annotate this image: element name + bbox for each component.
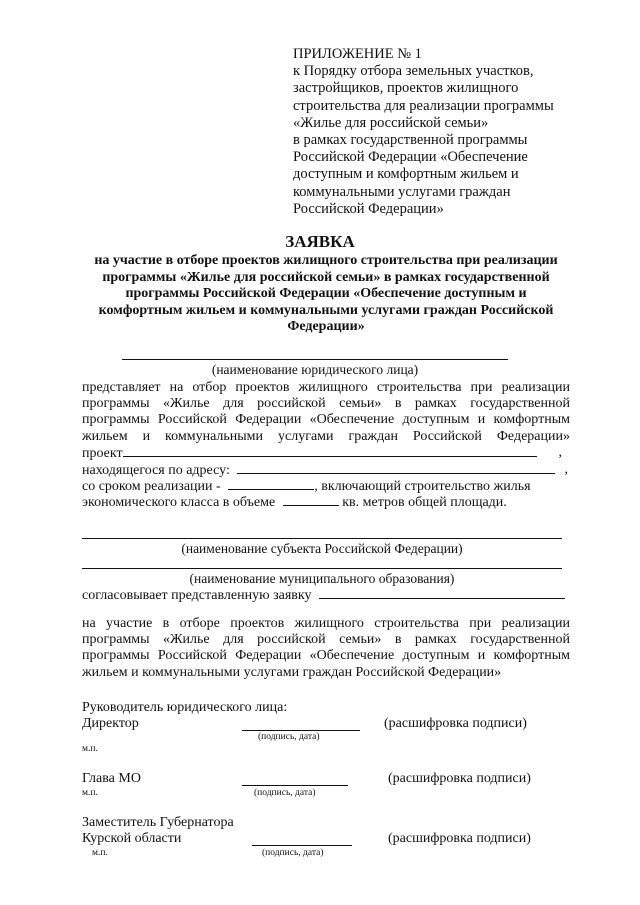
- project-blank: [123, 445, 537, 457]
- document-title: ЗАЯВКА: [285, 232, 355, 251]
- appendix-line: строительства для реализации программы: [293, 97, 554, 114]
- municipal-line: [82, 568, 562, 569]
- address-line: [82, 462, 570, 479]
- project-comma: ,: [558, 445, 562, 460]
- project-line: [82, 445, 570, 462]
- subject-line: [82, 538, 562, 539]
- head-label: Руководитель юридического лица:: [82, 700, 288, 715]
- deputy-sign-date: (подпись, дата): [262, 848, 324, 858]
- deputy-label-line2: Курской области: [82, 831, 182, 846]
- approves-line: [82, 587, 570, 604]
- appendix-line: в рамках государственной программы: [293, 132, 528, 149]
- address-blank: [237, 462, 555, 474]
- approves-label: согласовывает представленную заявку: [82, 588, 312, 603]
- deputy-signature-line: [252, 845, 352, 846]
- head-mo-seal: м.п.: [82, 788, 98, 798]
- head-mo-decode: (расшифровка подписи): [388, 771, 531, 786]
- term-label: со сроком реализации -: [82, 479, 221, 494]
- project-label: проект: [82, 446, 123, 461]
- appendix-line: коммунальными услугами граждан: [293, 183, 511, 200]
- appendix-line: застройщиков, проектов жилищного: [293, 80, 519, 97]
- appendix-line: Российской Федерации «Обеспечение: [293, 149, 528, 166]
- document-subtitle: на участие в отборе проектов жилищного строительства при реализации программы «Жилье для российской семьи» в рамках государственной программы Российской Федерации «Обеспечение доступным и комфортным жильем и коммунальными услугами граждан Российской Федерации»: [94, 253, 558, 334]
- approves-blank: [319, 587, 565, 599]
- appendix-block: [293, 46, 554, 218]
- director-sign-date: (подпись, дата): [258, 732, 320, 742]
- head-mo-label: Глава МО: [82, 771, 141, 786]
- appendix-line: Российской Федерации»: [293, 200, 444, 217]
- appendix-line: доступным и комфортным жильем и: [293, 166, 519, 183]
- deputy-label-line1: Заместитель Губернатора: [82, 815, 234, 830]
- term-blank: [228, 478, 314, 490]
- volume-line: [82, 494, 570, 511]
- municipal-caption: (наименование муниципального образования): [189, 571, 455, 586]
- application-paragraph: представляет на отбор проектов жилищного строительства при реализации программы «Жилье для российской семьи» в рамках государственной программы Российской Федерации «Обеспечение доступным и комфортным жильем и коммунальными услугами граждан Российской Федерации»: [82, 380, 570, 444]
- appendix-line: к Порядку отбора земельных участков,: [293, 63, 534, 80]
- deputy-seal: м.п.: [92, 848, 108, 858]
- appendix-line: «Жилье для российской семьи»: [293, 114, 489, 131]
- director-seal: м.п.: [82, 744, 98, 754]
- head-mo-sign-date: (подпись, дата): [254, 788, 316, 798]
- volume-suffix: кв. метров общей площади.: [342, 495, 507, 510]
- participation-paragraph: на участие в отборе проектов жилищного строительства при реализации программы «Жилье для российской семьи» в рамках государственной программы Российской Федерации «Обеспечение доступным и комфортным жильем и коммунальными услугами граждан Российской Федерации»: [82, 616, 570, 680]
- director-signature-line: [242, 730, 360, 731]
- address-label: находящегося по адресу:: [82, 463, 230, 478]
- director-decode: (расшифровка подписи): [384, 716, 527, 731]
- term-line: [82, 478, 570, 495]
- org-name-caption: (наименование юридического лица): [211, 362, 419, 377]
- volume-prefix: экономического класса в объеме: [82, 495, 276, 510]
- director-label: Директор: [82, 716, 139, 731]
- term-suffix: , включающий строительство жилья: [314, 479, 531, 494]
- deputy-decode: (расшифровка подписи): [388, 831, 531, 846]
- org-name-line: [122, 359, 508, 360]
- appendix-line: ПРИЛОЖЕНИЕ № 1: [293, 46, 422, 62]
- head-mo-signature-line: [242, 785, 348, 786]
- subject-caption: (наименование субъекта Российской Федерации): [181, 541, 463, 556]
- address-comma: ,: [564, 462, 568, 477]
- volume-blank: [283, 494, 339, 506]
